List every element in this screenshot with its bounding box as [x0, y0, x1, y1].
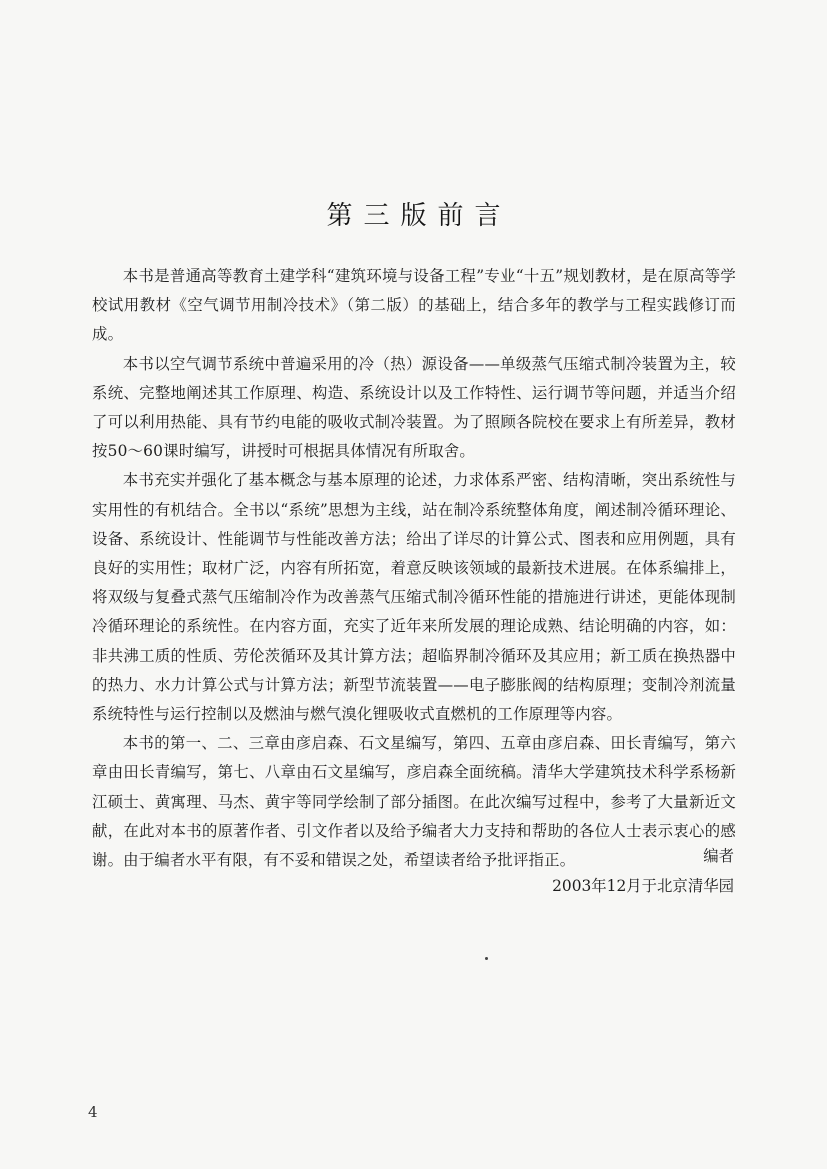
- paragraph-3: 本书充实并强化了基本概念与基本原理的论述，力求体系严密、结构清晰，突出系统性与实用性的有机结合。全书以“系统”思想为主线，站在制冷系统整体角度，阐述制冷循环理论、设备、系统设计、性能调节与性能改善方法；给出了详尽的计算公式、图表和应用例题，具有良好的实用性；取材广泛，内容有所拓宽，着意反映该领域的最新技术进展。在体系编排上，将双级与复叠式蒸气压缩制冷作为改善蒸气压缩式制冷循环性能的措施进行讲述，更能体现制冷循环理论的系统性。在内容方面，充实了近年来所发展的理论成熟、结论明确的内容，如：非共沸工质的性质、劳伦茨循环及其计算方法；超临界制冷循环及其应用；新工质在换热器中的热力、水力计算公式与计算方法；新型节流装置——电子膨胀阀的结构原理；变制冷剂流量系统特性与运行控制以及燃油与燃气溴化锂吸收式直燃机的工作原理等内容。: [92, 471, 736, 724]
- page-number: 4: [88, 1103, 98, 1121]
- page-title: 第三版前言: [326, 201, 512, 231]
- paragraph-2: 本书以空气调节系统中普遍采用的冷（热）源设备——单级蒸气压缩式制冷装置为主，较系统、完整地阐述其工作原理、构造、系统设计以及工作特性、运行调节等问题，并适当介绍了可以利用热能、具有节约电能的吸收式制冷装置。为了照顾各院校在要求上有所差异，教材按50～60课时编写，讲授时可根据具体情况有所取舍。: [92, 354, 736, 461]
- preface-body: [92, 262, 736, 875]
- paragraph-1: 本书是普通高等教育土建学科“建筑环境与设备工程”专业“十五”规划教材，是在原高等学校试用教材《空气调节用制冷技术》（第二版）的基础上，结合多年的教学与工程实践修订而成。: [92, 267, 736, 344]
- scan-speck: [485, 957, 488, 960]
- date-line: 2003年12月于北京清华园: [552, 877, 734, 895]
- paragraph-4: 本书的第一、二、三章由彦启森、石文星编写，第四、五章由彦启森、田长青编写，第六章由田长青编写，第七、八章由石文星编写，彦启森全面统稿。清华大学建筑技术科学系杨新江硕士、黄寓理、马杰、黄宇等同学绘制了部分插图。在此次编写过程中，参考了大量新近文献，在此对本书的原著作者、引文作者以及给予编者大力支持和帮助的各位人士表示衷心的感谢。由于编者水平有限，有不妥和错误之处，希望读者给予批评指正。: [92, 734, 736, 870]
- author-signature: 编者: [703, 847, 734, 865]
